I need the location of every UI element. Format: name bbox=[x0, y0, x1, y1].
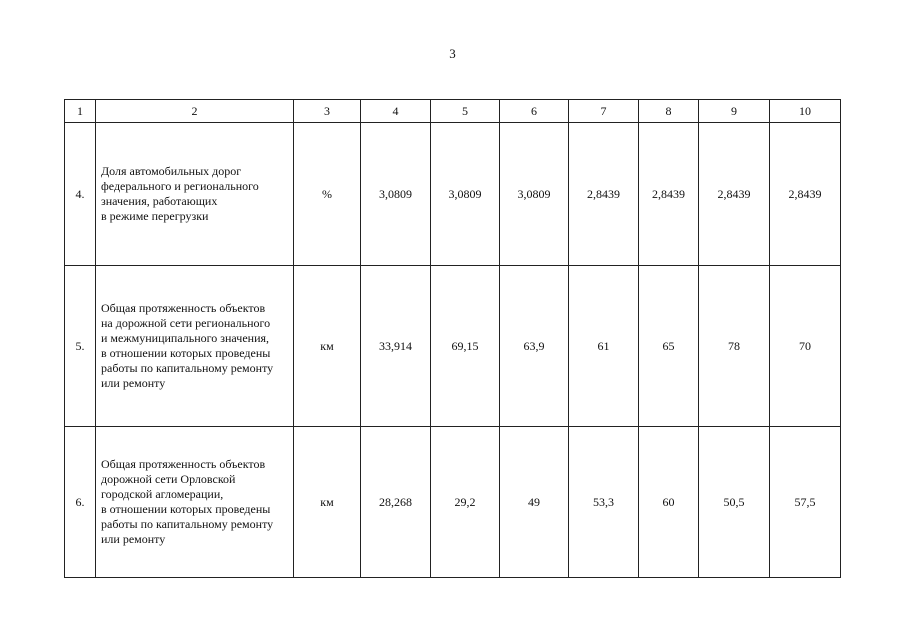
description-line: Доля автомобильных дорог bbox=[101, 164, 242, 178]
description-line: в режиме перегрузки bbox=[101, 209, 209, 223]
value-cell: 70 bbox=[770, 266, 841, 427]
description-line: значения, работающих bbox=[101, 194, 218, 208]
row-number: 5. bbox=[65, 266, 96, 427]
value-cell: 78 bbox=[699, 266, 770, 427]
table-row bbox=[65, 427, 841, 578]
description-line: в отношении которых проведены bbox=[101, 502, 271, 516]
value-cell: 53,3 bbox=[569, 427, 639, 578]
column-header: 7 bbox=[569, 100, 639, 123]
description-line: федерального и регионального bbox=[101, 179, 259, 193]
unit-cell: % bbox=[294, 123, 361, 266]
column-header: 6 bbox=[500, 100, 569, 123]
description-line: и межмуниципального значения, bbox=[101, 331, 270, 345]
indicators-table bbox=[64, 99, 841, 578]
value-cell: 2,8439 bbox=[770, 123, 841, 266]
value-cell: 33,914 bbox=[361, 266, 431, 427]
column-header: 9 bbox=[699, 100, 770, 123]
description-line: или ремонту bbox=[101, 376, 166, 390]
indicator-description bbox=[96, 427, 294, 578]
description-line: или ремонту bbox=[101, 532, 166, 546]
value-cell: 3,0809 bbox=[361, 123, 431, 266]
row-number: 6. bbox=[65, 427, 96, 578]
value-cell: 69,15 bbox=[431, 266, 500, 427]
value-cell: 65 bbox=[639, 266, 699, 427]
value-cell: 29,2 bbox=[431, 427, 500, 578]
value-cell: 2,8439 bbox=[699, 123, 770, 266]
description-line: Общая протяженность объектов bbox=[101, 457, 266, 471]
row-number: 4. bbox=[65, 123, 96, 266]
column-header: 8 bbox=[639, 100, 699, 123]
value-cell: 3,0809 bbox=[500, 123, 569, 266]
value-cell: 61 bbox=[569, 266, 639, 427]
value-cell: 63,9 bbox=[500, 266, 569, 427]
value-cell: 60 bbox=[639, 427, 699, 578]
table-row bbox=[65, 266, 841, 427]
column-header: 2 bbox=[96, 100, 294, 123]
column-header: 3 bbox=[294, 100, 361, 123]
indicator-description bbox=[96, 123, 294, 266]
value-cell: 3,0809 bbox=[431, 123, 500, 266]
column-header: 1 bbox=[65, 100, 96, 123]
value-cell: 57,5 bbox=[770, 427, 841, 578]
description-line: на дорожной сети регионального bbox=[101, 316, 271, 330]
table-header-row bbox=[65, 100, 841, 123]
description-line: работы по капитальному ремонту bbox=[101, 517, 274, 531]
value-cell: 2,8439 bbox=[639, 123, 699, 266]
description-line: дорожной сети Орловской bbox=[101, 472, 236, 486]
column-header: 10 bbox=[770, 100, 841, 123]
unit-cell: км bbox=[294, 266, 361, 427]
value-cell: 49 bbox=[500, 427, 569, 578]
description-line: работы по капитальному ремонту bbox=[101, 361, 274, 375]
value-cell: 28,268 bbox=[361, 427, 431, 578]
indicator-description bbox=[96, 266, 294, 427]
page-number: 3 bbox=[449, 46, 456, 61]
value-cell: 2,8439 bbox=[569, 123, 639, 266]
description-line: Общая протяженность объектов bbox=[101, 301, 266, 315]
unit-cell: км bbox=[294, 427, 361, 578]
column-header: 5 bbox=[431, 100, 500, 123]
column-header: 4 bbox=[361, 100, 431, 123]
description-line: городской агломерации, bbox=[101, 487, 224, 501]
value-cell: 50,5 bbox=[699, 427, 770, 578]
description-line: в отношении которых проведены bbox=[101, 346, 271, 360]
table-row bbox=[65, 123, 841, 266]
